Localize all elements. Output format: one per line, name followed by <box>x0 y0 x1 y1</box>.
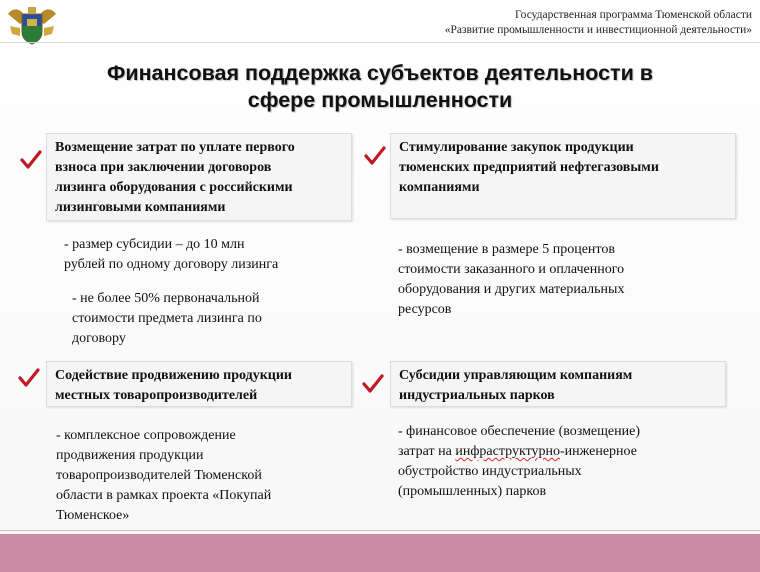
text-line: ресурсов <box>398 302 452 317</box>
text-line: области в рамках проекта «Покупай <box>56 488 272 503</box>
block-promotion-text1 <box>56 426 271 526</box>
text-line: рублей по одному договору лизинга <box>64 257 279 272</box>
heading-line: Субсидии управляющим компаниям <box>399 368 633 383</box>
block-procurement-heading <box>390 133 736 219</box>
heading-line: местных товаропроизводителей <box>55 388 258 403</box>
text-line: стоимости предмета лизинга по <box>72 311 262 326</box>
text-line: стоимости заказанного и оплаченного <box>398 262 625 277</box>
block-industrial-parks-text1 <box>398 422 640 502</box>
heading-line: взноса при заключении договоров <box>55 160 272 175</box>
program-header-line1: Государственная программа Тюменской области <box>515 9 752 21</box>
text-line: товаропроизводителей Тюменской <box>56 468 262 483</box>
page-title <box>60 60 700 114</box>
program-header <box>445 8 752 38</box>
header-divider <box>0 42 760 43</box>
block-industrial-parks-heading <box>390 361 726 407</box>
heading-line: Стимулирование закупок продукции <box>399 140 634 155</box>
heading-line: индустриальных парков <box>399 388 555 403</box>
text-segment: -инженерное <box>560 444 637 459</box>
block-leasing-text1 <box>64 235 278 275</box>
text-line: - финансовое обеспечение (возмещение) <box>398 424 640 439</box>
block-leasing-heading <box>46 133 352 221</box>
text-line: - размер субсидии – до 10 млн <box>64 237 245 252</box>
heading-line: Содействие продвижению продукции <box>55 368 292 383</box>
text-line: - возмещение в размере 5 процентов <box>398 242 615 257</box>
footer-band <box>0 534 760 572</box>
checkmark-icon <box>20 150 42 170</box>
text-line: Тюменское» <box>56 508 130 523</box>
text-line: обустройство индустриальных <box>398 464 582 479</box>
checkmark-icon <box>364 146 386 166</box>
text-line <box>398 442 640 462</box>
text-line: - не более 50% первоначальной <box>72 291 260 306</box>
block-procurement-text1 <box>398 240 624 320</box>
block-promotion-heading <box>46 361 352 407</box>
block-leasing-text2 <box>72 289 262 349</box>
heading-line: Возмещение затрат по уплате первого <box>55 140 295 155</box>
program-header-line2: «Развитие промышленности и инвестиционной деятельности» <box>444 24 752 36</box>
text-line: продвижения продукции <box>56 448 204 463</box>
checkmark-icon <box>18 368 40 388</box>
heading-line: лизинга оборудования с российскими <box>55 180 293 195</box>
heading-line: компаниями <box>399 180 480 195</box>
checkmark-icon <box>362 374 384 394</box>
text-line: (промышленных) парков <box>398 484 547 499</box>
heading-line: тюменских предприятий нефтегазовыми <box>399 160 659 175</box>
page-title-line1: Финансовая поддержка субъектов деятельности в <box>107 61 653 85</box>
footer-divider <box>0 530 760 531</box>
heading-line: лизинговыми компаниями <box>55 200 226 215</box>
text-line: договору <box>72 331 126 346</box>
text-line: оборудования и других материальных <box>398 282 625 297</box>
page-title-line2: сфере промышленности <box>247 88 513 112</box>
spellcheck-marked-word: инфраструктурно <box>455 444 560 459</box>
text-line: - комплексное сопровождение <box>56 428 236 443</box>
coat-of-arms-icon <box>6 6 58 46</box>
text-segment: затрат на <box>398 444 456 459</box>
